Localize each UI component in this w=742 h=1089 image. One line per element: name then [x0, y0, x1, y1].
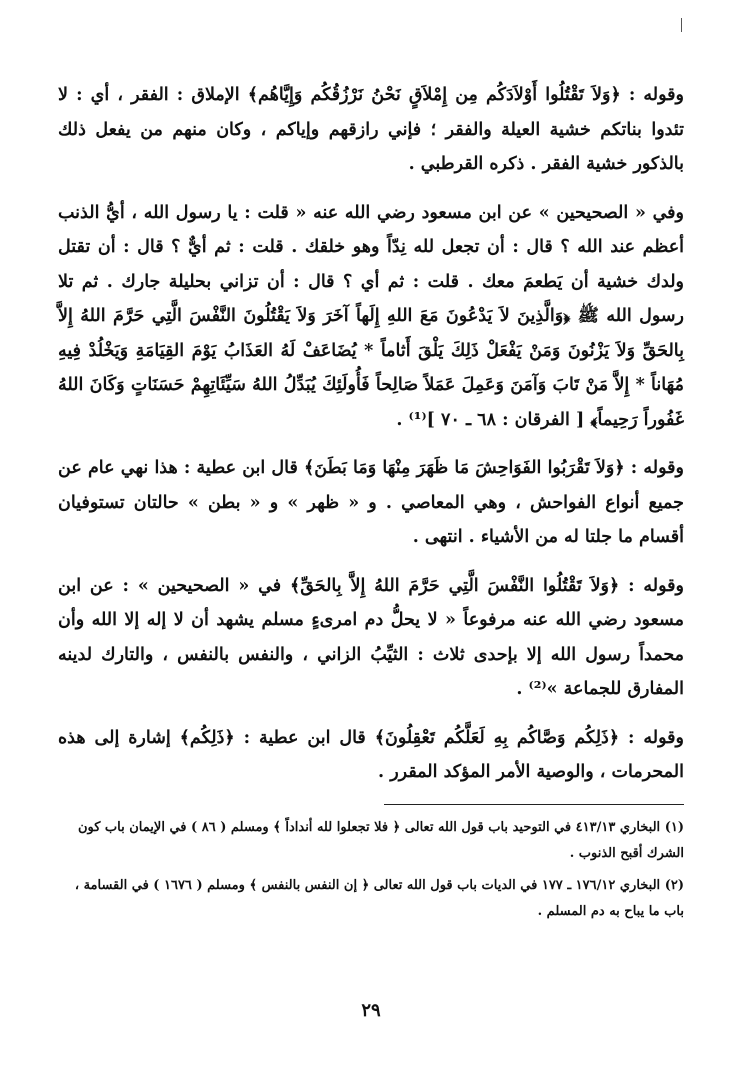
- margin-mark: [681, 18, 682, 32]
- paragraph-wasiyya: وقوله : ﴿ذَلِكُم وَصَّاكُم بِهِ لَعَلَّكُم تَعْقِلُونَ﴾ قال ابن عطية : ﴿ذَلِكُم﴾ إشارة إلى هذه المحرمات ، والوصية الأمر المؤكد المقرر .: [58, 727, 684, 782]
- footnote-1: (١) البخاري ٤١٣/١٣ في التوحيد باب قول الله تعالى ﴿ فلا تجعلوا لله أنداداً ﴾ ومسلم ( ٨٦ ) في الإيمان باب كون الشرك أقبح الذنوب .: [77, 819, 684, 861]
- paragraph-sahihain-hadith: وفي « الصحيحين » عن ابن مسعود رضي الله عنه « قلت : يا رسول الله ، أيُّ الذنب أعظم عند الله ؟ قال : أن تجعل لله نِدّاً وهو خلقك . قلت : ثم أيٌّ ؟ قال : أن تقتل ولدك خشية أن يَطعمَ معك . قلت : ثم أي ؟ قال : أن تزاني بحليلة جارك . ثم تلا رسول الله ﷺ ﴿وَالَّذِينَ لاَ يَدْعُونَ مَعَ اللهِ إِلَهاً آخَرَ وَلاَ يَقْتُلُونَ النَّفْسَ الَّتِي حَرَّمَ اللهُ إِلاَّ بِالحَقِّ وَلاَ يَزْنُونَ وَمَنْ يَفْعَلْ ذَلِكَ يَلْقَ أَثاماً * يُضَاعَفْ لَهُ العَذَابُ يَوْمَ القِيَامَةِ وَيَخْلُدْ فِيهِ مُهَاناً * إِلاَّ مَنْ تَابَ وَآمَنَ وَعَمِلَ عَمَلاً صَالِحاً فَأُولَئِكَ يُبَدِّلُ اللهُ سَيِّئَاتِهِمْ حَسَنَاتٍ وَكَانَ اللهُ غَفُوراً رَحِيماً﴾ [ الفرقان : ٦٨ ـ ٧٠ ]⁽¹⁾ .: [58, 202, 684, 430]
- footnote-divider: [384, 804, 684, 805]
- footnote-2: (٢) البخاري ١٧٦/١٢ ـ ١٧٧ في الديات باب قول الله تعالى ﴿ إن النفس بالنفس ﴾ ومسلم ( ١٦٧٦ ) في القسامة ، باب ما يباح به دم المسلم .: [74, 877, 684, 919]
- paragraph-imlaq: وقوله : ﴿وَلاَ تَقْتُلُوا أَوْلاَدَكُم مِن إِمْلاَقٍ نَحْنُ نَرْزُقُكُم وَإِيَّاهُم﴾ الإملاق : الفقر ، أي : لا تئدوا بناتكم خشية العيلة والفقر ؛ فإني رازقهم وإياكم ، وكان منهم من يفعل ذلك بالذكور خشية الفقر . ذكره القرطبي .: [58, 85, 684, 174]
- paragraph-fawahish: وقوله : ﴿وَلاَ تَقْرَبُوا الفَوَاحِشَ مَا ظَهَرَ مِنْهَا وَمَا بَطَنَ﴾ قال ابن عطية : هذا نهي عام عن جميع أنواع الفواحش ، وهي المعاصي . و « ظهر » و « بطن » حالتان تستوفيان أقسام ما جلتا له من الأشياء . انتهى .: [58, 458, 684, 547]
- paragraph-nafs: وقوله : ﴿وَلاَ تَقْتُلُوا النَّفْسَ الَّتِي حَرَّمَ اللهُ إِلاَّ بِالحَقِّ﴾ في « الصحيحين » : عن ابن مسعود رضي الله عنه مرفوعاً « لا يحلُّ دم امرىءٍ مسلم يشهد أن لا إله إلا الله وأن محمداً رسول الله إلا بإحدى ثلاث : الثيِّبُ الزاني ، والنفس بالنفس ، والتارك لدينه المفارق للجماعة »⁽²⁾ .: [58, 575, 684, 699]
- page-number: ٢٩: [361, 1000, 381, 1021]
